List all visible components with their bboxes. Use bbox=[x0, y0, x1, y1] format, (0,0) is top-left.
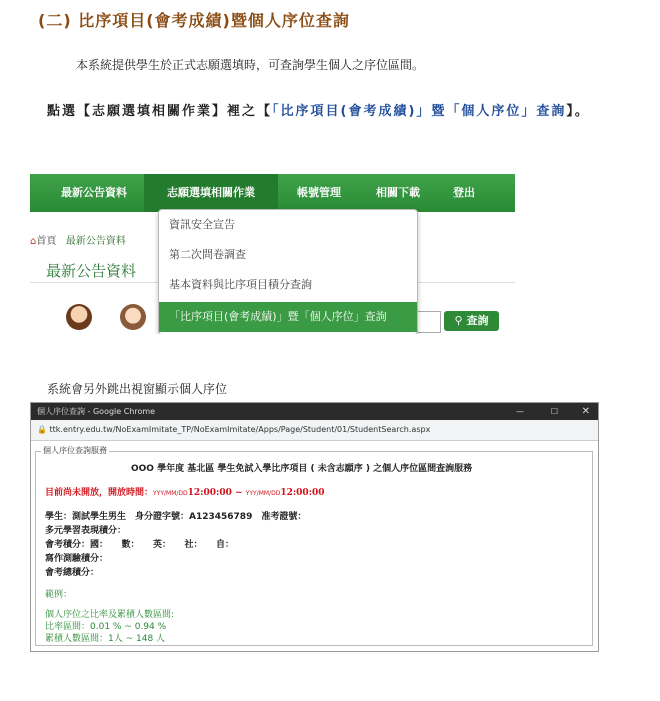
child-avatar-icon bbox=[66, 304, 92, 330]
instruction-link-text: 「比序項目(會考成績)」暨「個人序位」查詢 bbox=[272, 104, 567, 119]
intro-text: 本系統提供學生於正式志願選填時，可查詢學生個人之序位區間。 bbox=[76, 58, 425, 72]
popup-caption: 系統會另外跳出視窗顯示個人序位 bbox=[47, 382, 228, 396]
menu-screenshot bbox=[30, 174, 515, 334]
window-titlebar bbox=[31, 403, 598, 420]
minimize-icon[interactable]: — bbox=[516, 407, 524, 416]
open-status: 目前尚未開放，開放時間：YYY/MM/DD12:00:00 ~ YYY/MM/DD12:00:00 bbox=[45, 488, 325, 498]
example-label: 範例： bbox=[45, 590, 73, 600]
close-icon[interactable]: ✕ bbox=[581, 406, 590, 417]
example-line: 累積人數區間：1人 ~ 148 人 bbox=[45, 634, 166, 644]
url-text: ttk.entry.edu.tw/NoExamImitate_TP/NoExamImitate/Apps/Page/Student/01/StudentSearch.aspx bbox=[49, 425, 431, 434]
nav-item-downloads[interactable]: 相關下載 bbox=[376, 186, 420, 199]
window-title: 個人序位查詢 - Google Chrome bbox=[37, 407, 156, 416]
menu-item-survey[interactable]: 第二次問卷調查 bbox=[169, 248, 246, 261]
child-avatar-icon bbox=[120, 304, 146, 330]
menu-item-basic-info[interactable]: 基本資料與比序項目積分查詢 bbox=[169, 278, 312, 291]
example-line: 比率區間：0.01 % ~ 0.94 % bbox=[45, 622, 167, 632]
nav-item-logout[interactable]: 登出 bbox=[453, 186, 475, 199]
student-info: 學生：測試學生男生 身分證字號：A123456789 准考證號： bbox=[45, 512, 307, 522]
nav-item-news[interactable]: 最新公告資料 bbox=[61, 186, 127, 199]
home-icon[interactable]: ⌂ bbox=[30, 236, 37, 247]
breadcrumb-home[interactable]: 首頁 bbox=[36, 236, 57, 247]
menu-item-ranking-query[interactable]: 「比序項目(會考成績)」暨「個人序位」查詢 bbox=[159, 302, 417, 332]
score-row: 會考積分：國： 數： 英： 社： 自： bbox=[45, 540, 235, 550]
score-row: 寫作測驗積分： bbox=[45, 554, 109, 564]
section-title: (二) 比序項目(會考成績)暨個人序位查詢 bbox=[38, 11, 350, 30]
dropdown-menu bbox=[158, 209, 418, 334]
score-row: 會考總積分： bbox=[45, 568, 100, 578]
instruction-part1: 點選【志願選填相關作業】裡之【 bbox=[47, 104, 273, 119]
fieldset-legend: 個人序位查詢服務 bbox=[43, 446, 107, 455]
instruction-part3: 】。 bbox=[566, 104, 590, 119]
search-button[interactable]: ⚲ 查詢 bbox=[444, 311, 499, 331]
address-bar[interactable] bbox=[31, 420, 598, 441]
popup-screenshot bbox=[30, 402, 599, 652]
instruction-text bbox=[47, 96, 617, 128]
search-input[interactable] bbox=[417, 311, 441, 333]
maximize-icon[interactable]: ☐ bbox=[550, 407, 558, 416]
nav-bar bbox=[30, 174, 515, 212]
breadcrumb bbox=[30, 232, 126, 247]
nav-item-account[interactable]: 帳號管理 bbox=[297, 186, 341, 199]
score-row: 多元學習表現積分： bbox=[45, 526, 127, 536]
nav-item-application[interactable]: 志願選填相關作業 bbox=[144, 174, 278, 212]
lock-icon: 🔒 bbox=[37, 425, 47, 434]
query-heading: OOO 學年度 基北區 學生免試入學比序項目 ( 未含志願序 ) 之個人序位區間查詢服務 bbox=[131, 464, 473, 474]
menu-item-security[interactable]: 資訊安全宣告 bbox=[169, 218, 235, 231]
breadcrumb-item[interactable]: 最新公告資料 bbox=[65, 236, 126, 247]
search-icon: ⚲ bbox=[454, 314, 463, 327]
example-line: 個人序位之比率及累積人數區間: bbox=[45, 610, 175, 620]
page-title: 最新公告資料 bbox=[46, 262, 137, 280]
